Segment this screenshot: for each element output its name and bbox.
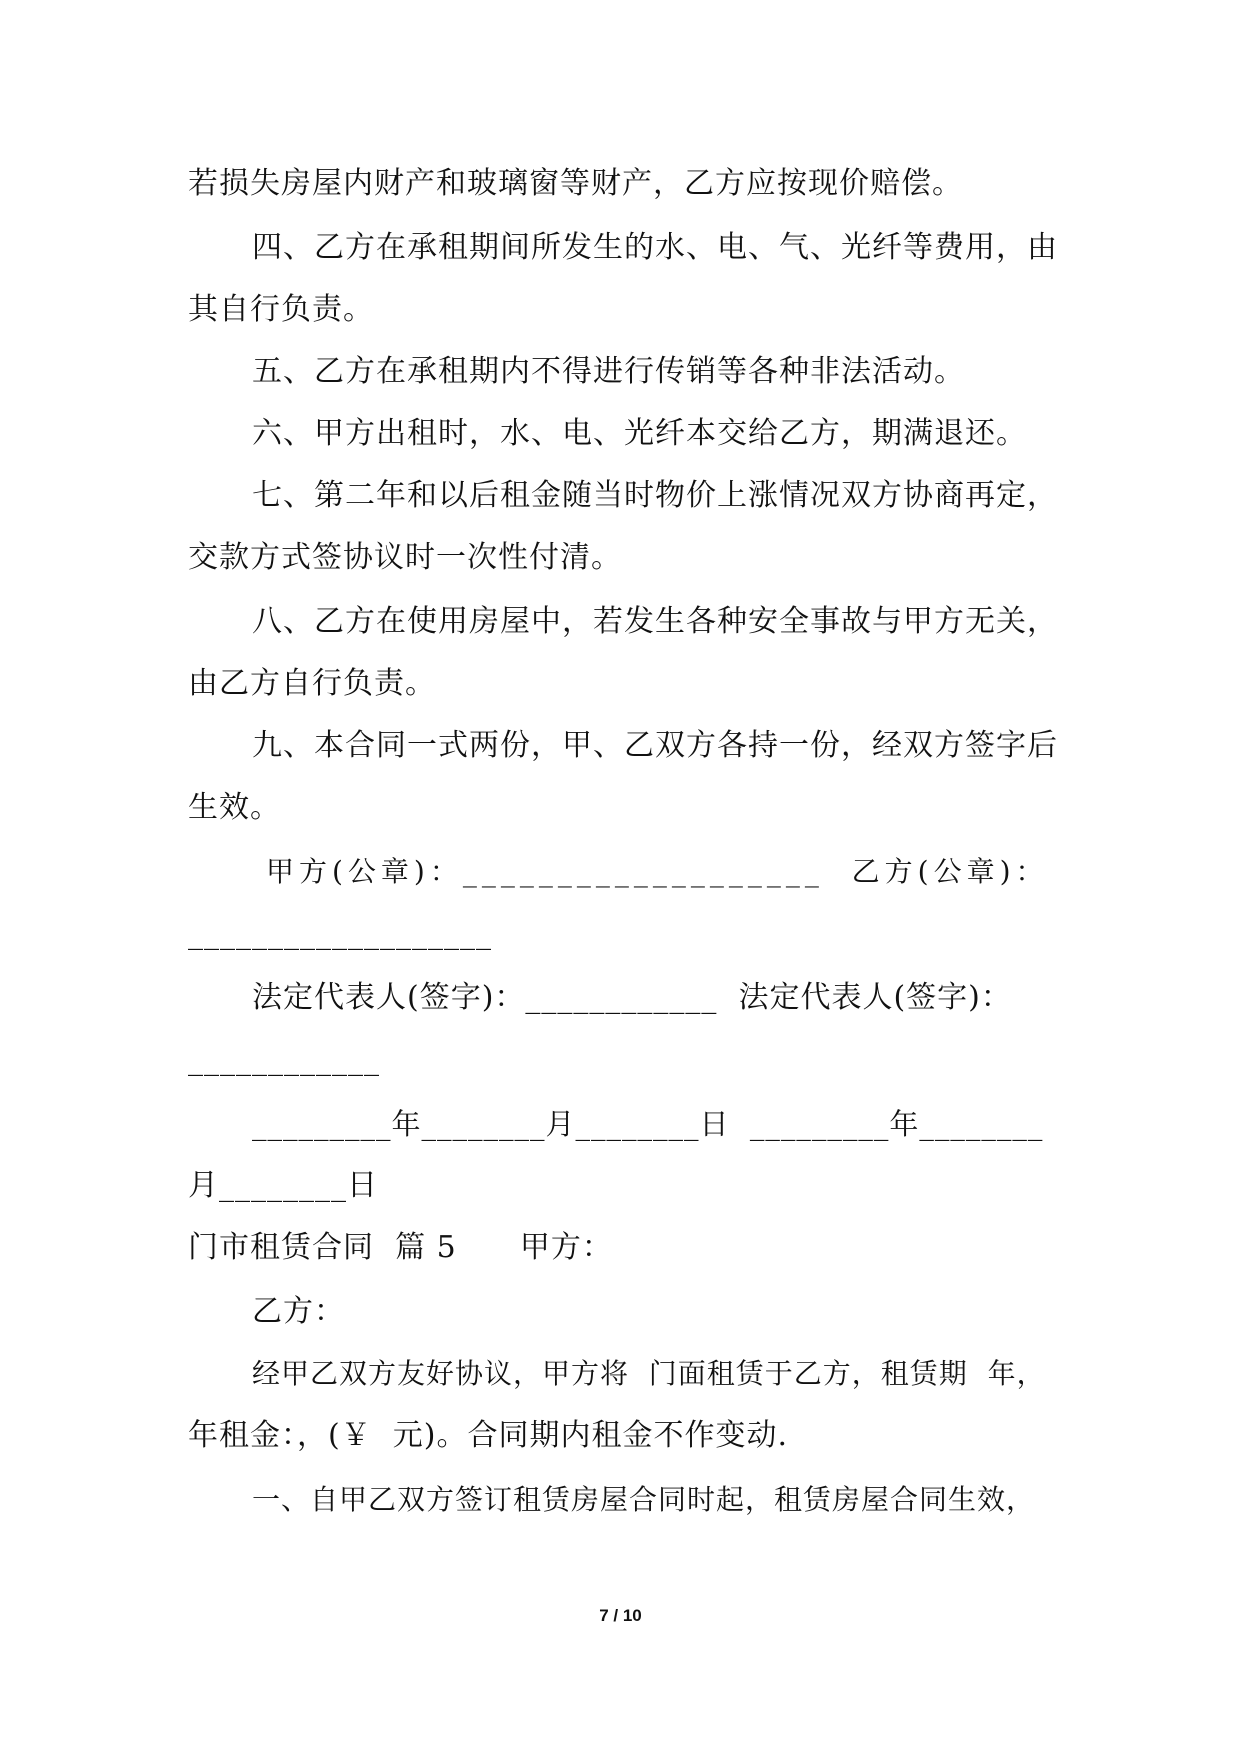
- clause-five-line: 五、乙方在承租期内不得进行传销等各种非法活动。: [252, 354, 965, 389]
- legal-rep-signature-line: 法定代表人(签字)：____________ 法定代表人(签字)：: [252, 980, 1012, 1015]
- signature-blank: ____________: [188, 1042, 380, 1077]
- paragraph-line: 生效。: [188, 790, 281, 825]
- date-line-continued: 月________日: [188, 1168, 378, 1203]
- clause-eight-line: 八、乙方在使用房屋中，若发生各种安全事故与甲方无关，: [252, 604, 1058, 639]
- paragraph-line: 由乙方自行负责。: [188, 666, 436, 701]
- page-number: 7 / 10: [599, 1606, 642, 1625]
- section-heading: 门市租赁合同 篇 5 甲方：: [188, 1230, 613, 1265]
- clause-nine-line: 九、本合同一式两份，甲、乙双方各持一份，经双方签字后: [252, 728, 1058, 763]
- paragraph-line: 交款方式签协议时一次性付清。: [188, 540, 622, 575]
- clause-four-line: 四、乙方在承租期间所发生的水、电、气、光纤等费用，由: [252, 230, 1058, 265]
- party-b-label: 乙方：: [252, 1294, 345, 1329]
- party-seal-line: 甲方(公章)：___________________ 乙方(公章)：: [266, 855, 1049, 888]
- clause-one-line: 一、自甲乙双方签订租赁房屋合同时起，租赁房屋合同生效，: [252, 1483, 1036, 1516]
- clause-six-line: 六、甲方出租时，水、电、光纤本交给乙方，期满退还。: [252, 416, 1027, 451]
- signature-blank: ___________________: [188, 916, 492, 951]
- clause-seven-line: 七、第二年和以后租金随当时物价上涨情况双方协商再定，: [252, 478, 1058, 513]
- paragraph-line: 其自行负责。: [188, 292, 374, 327]
- paragraph-line: 若损失房屋内财产和玻璃窗等财产，乙方应按现价赔偿。: [188, 166, 963, 201]
- agreement-line: 经甲乙双方友好协议，甲方将 门面租赁于乙方，租赁期 年，: [252, 1357, 1046, 1390]
- rent-line: 年租金：，(￥ 元)。合同期内租金不作变动.: [188, 1418, 789, 1453]
- date-line: _________年________月________日 _________年________: [252, 1107, 1044, 1141]
